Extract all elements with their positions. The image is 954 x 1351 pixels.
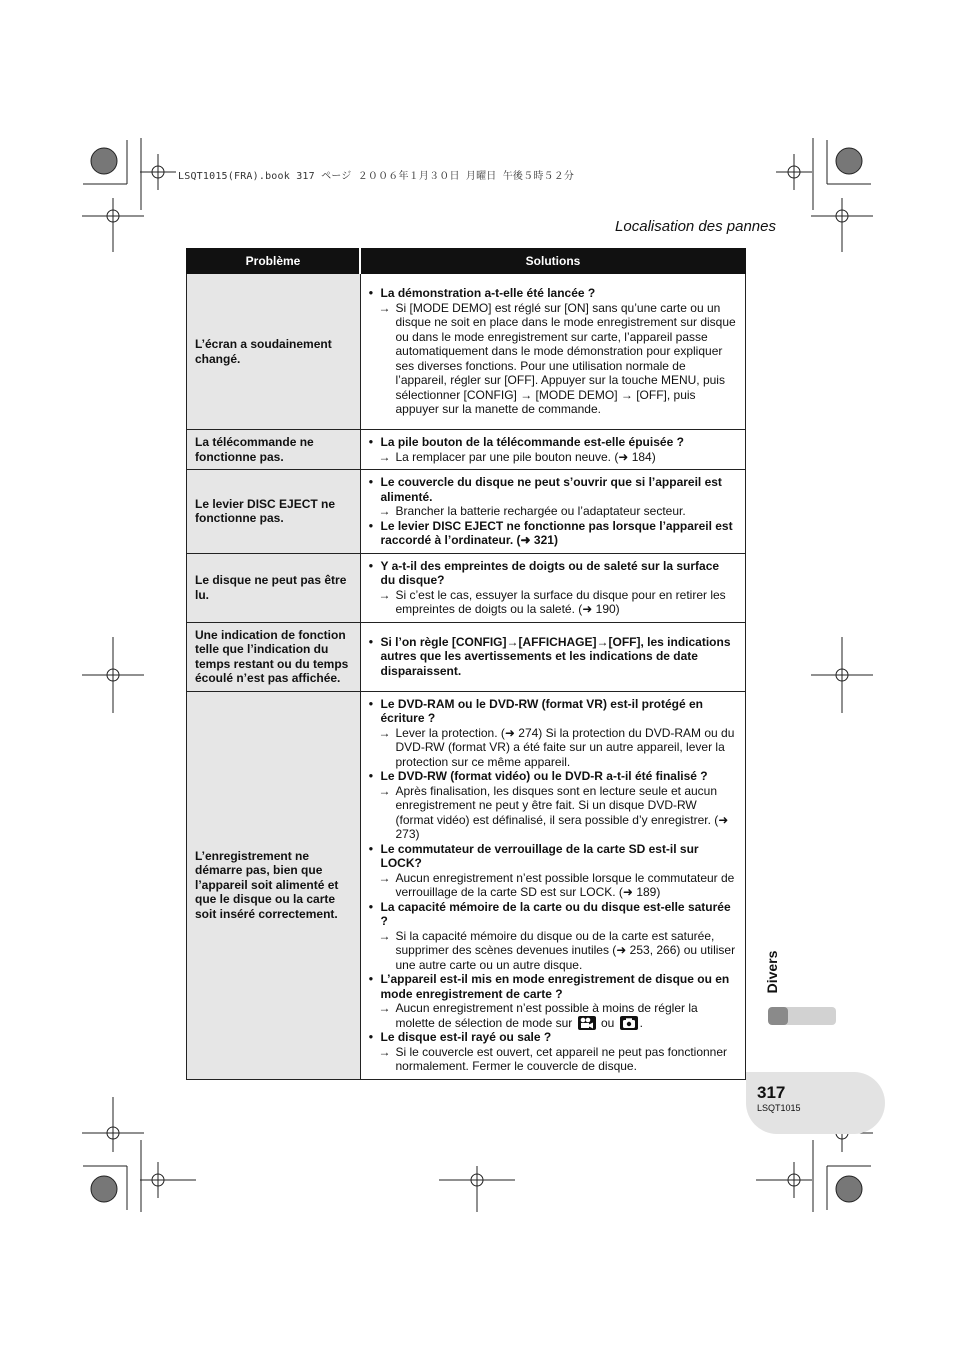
solution-question: ● Y a-t-il des empreintes de doigts ou de saleté sur la surface du disque? [369, 559, 738, 588]
solution-question: ● Le disque est-il rayé ou sale ? [369, 1030, 738, 1045]
solution-question: ● Le DVD-RAM ou le DVD-RW (format VR) est-il protégé en écriture ? [369, 697, 738, 726]
table-row [187, 430, 746, 470]
problem-cell: Le disque ne peut pas être lu. [187, 553, 361, 622]
problem-cell: Le levier DISC EJECT ne fonctionne pas. [187, 470, 361, 554]
column-header-solutions: Solutions [360, 249, 746, 274]
section-tab-indicator [768, 1007, 836, 1025]
solution-cell [360, 553, 746, 622]
answer-text: . [639, 1015, 643, 1030]
problem-cell: La télécommande ne fonctionne pas. [187, 430, 361, 470]
solution-question: ● La pile bouton de la télécommande est-elle épuisée ? [369, 435, 738, 450]
answer-text: ou [600, 1015, 615, 1030]
section-title: Localisation des pannes [615, 218, 776, 235]
section-tab [762, 946, 782, 998]
solution-question: ● Le commutateur de verrouillage de la carte SD est-il sur LOCK? [369, 842, 738, 871]
solution-answer: → Lever la protection. (➜ 274) Si la protection du DVD-RAM ou du DVD-RW (format VR) a été faite sur un autre appareil, lever la protection sur ce même appareil. [369, 726, 738, 770]
problem-cell: L’enregistrement ne démarre pas, bien que l’appareil soit alimenté et que le disque ou la carte soit inséré correctement. [187, 691, 361, 1079]
problem-cell: L’écran a soudainement changé. [187, 274, 361, 430]
solution-answer: → Après finalisation, les disques sont en lecture seule et aucun enregistrement ne peut y être fait. Si un disque DVD-RW (format vidéo) est définalisé, il sera possible d’y enregistrer. (➜ 273) [369, 784, 738, 842]
table-row [187, 553, 746, 622]
page-number: 317 [757, 1083, 786, 1102]
solution-cell [360, 470, 746, 554]
table-row [187, 274, 746, 430]
answer-text: Aucun enregistrement n’est possible à moins de régler la molette de sélection de mode sur [395, 1001, 698, 1030]
troubleshooting-table [186, 248, 746, 1080]
column-header-problem: Problème [187, 249, 361, 274]
still-camera-icon [620, 1016, 638, 1030]
solution-answer: → La remplacer par une pile bouton neuve. (➜ 184) [369, 450, 738, 465]
solution-question: ● La capacité mémoire de la carte ou du disque est-elle saturée ? [369, 900, 738, 929]
solution-question: ● Si l’on règle [CONFIG]→[AFFICHAGE]→[OFF], les indications autres que les avertissements et les indications de date disparaissent. [369, 635, 738, 679]
solution-cell [360, 430, 746, 470]
table-row [187, 691, 746, 1079]
section-tab-label: Divers [764, 950, 780, 994]
print-header: LSQT1015(FRA).book 317 ページ ２００６年１月３０日 月曜日 午後５時５２分 [178, 171, 575, 182]
table-header-row [187, 249, 746, 274]
solution-question: ● La démonstration a-t-elle été lancée ? [369, 286, 738, 301]
solution-answer: → Si [MODE DEMO] est réglé sur [ON] sans qu’une carte ou un disque ne soit en place dans le mode enregistrement sur disque ou dans le mode enregistrement sur carte, l’appareil passe automatiquement dans le mode démonstration pour expliquer ses diverses fonctions. Pour une utilisation normale de l’appareil, régler sur [OFF]. Appuyer sur la touche MENU, puis sélectionner [CONFIG] → [MODE DEMO] → [OFF], puis appuyer sur la manette de commande. [369, 301, 738, 417]
table-row [187, 470, 746, 554]
solution-answer: → Brancher la batterie rechargée ou l’adaptateur secteur. [369, 504, 738, 519]
solution-question: ● Le levier DISC EJECT ne fonctionne pas lorsque l’appareil est raccordé à l’ordinateur. (➜ 321) [369, 519, 738, 548]
solution-answer: → Si c’est le cas, essuyer la surface du disque pour en retirer les empreintes de doigts ou la saleté. (➜ 190) [369, 588, 738, 617]
video-camera-icon [578, 1016, 596, 1030]
solution-answer [369, 1001, 738, 1030]
solution-question: ● Le couvercle du disque ne peut s’ouvrir que si l’appareil est alimenté. [369, 475, 738, 504]
solution-cell [360, 622, 746, 691]
solution-answer: → Si le couvercle est ouvert, cet appareil ne peut pas fonctionner normalement. Fermer le couvercle de disque. [369, 1045, 738, 1074]
page-code: LSQT1015 [757, 1103, 801, 1113]
solution-answer: → Aucun enregistrement n’est possible lorsque le commutateur de verrouillage de la carte SD est sur LOCK. (➜ 189) [369, 871, 738, 900]
solution-cell [360, 274, 746, 430]
solution-answer: → Si la capacité mémoire du disque ou de la carte est saturée, supprimer des scènes devenues inutiles (➜ 253, 266) ou utiliser une autre carte ou un autre disque. [369, 929, 738, 973]
solution-question: ● Le DVD-RW (format vidéo) ou le DVD-R a-t-il été finalisé ? [369, 769, 738, 784]
solution-cell [360, 691, 746, 1079]
section-tab-indicator-fill [768, 1007, 788, 1025]
problem-cell: Une indication de fonction telle que l’indication du temps restant ou du temps écoulé n’est pas affichée. [187, 622, 361, 691]
solution-question: ● L’appareil est-il mis en mode enregistrement de disque ou en mode enregistrement de carte ? [369, 972, 738, 1001]
table-row [187, 622, 746, 691]
